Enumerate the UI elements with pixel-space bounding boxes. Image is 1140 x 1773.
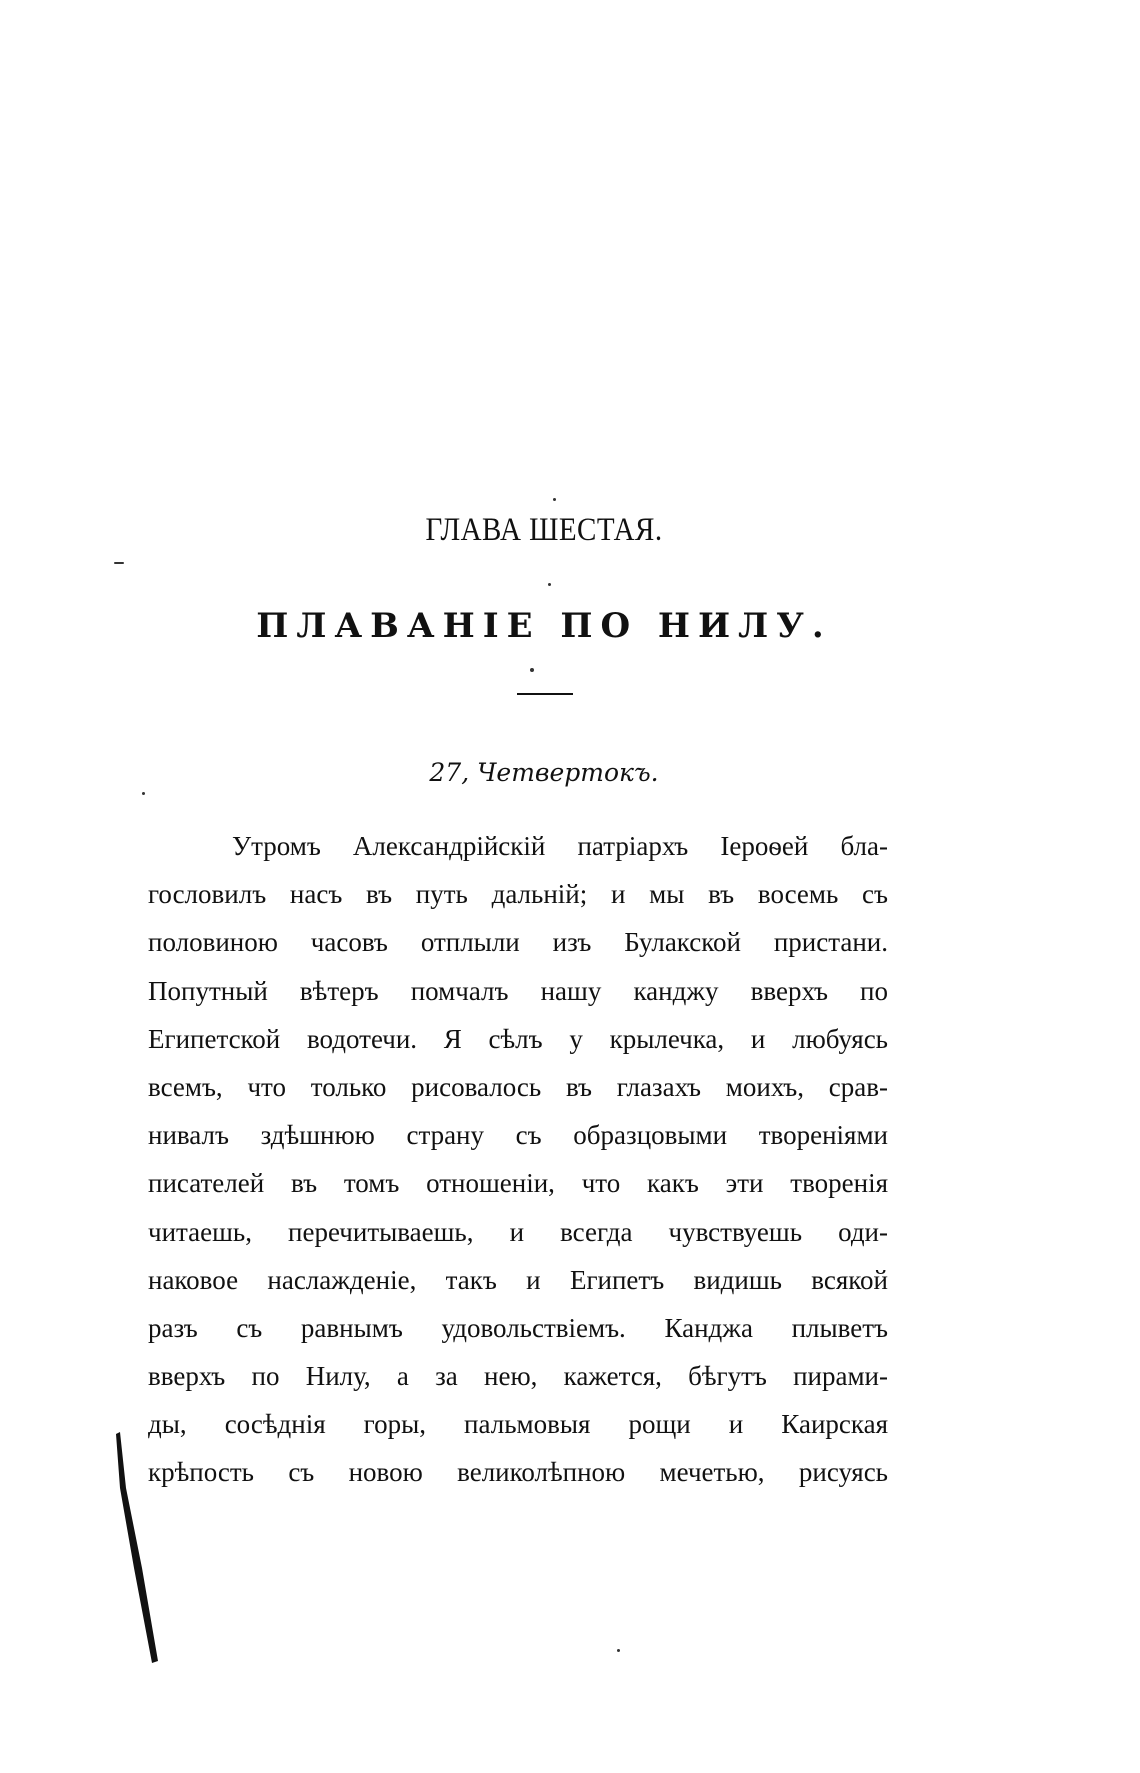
text-line: нивалъ здѣшнюю страну съ образцовыми твореніями [148, 1120, 888, 1151]
text-line: писателей въ томъ отношеніи, что какъ эти творенія [148, 1168, 888, 1199]
text-line: Утромъ Александрійскій патріархъ Іероѳей бла- [232, 831, 888, 861]
scan-speck [548, 583, 551, 586]
text-line: вверхъ по Нилу, а за нею, кажется, бѣгутъ пирами- [148, 1361, 888, 1392]
scan-speck [530, 668, 534, 672]
text-line: половиною часовъ отплыли изъ Булакской пристани. [148, 927, 888, 958]
scan-speck [553, 498, 556, 501]
text-line: разъ съ равнымъ удовольствіемъ. Канджа плыветъ [148, 1312, 888, 1343]
entry-date: 27, Четвертокъ. [429, 758, 659, 787]
text-line: всемъ, что только рисовалось въ глазахъ моихъ, срав- [148, 1071, 888, 1102]
margin-pencil-mark [112, 1428, 172, 1668]
text-line: Египетской водотечи. Я сѣлъ у крылечка, и любуясь [148, 1023, 888, 1054]
text-line: ды, сосѣднія горы, пальмовыя рощи и Каирская [148, 1409, 888, 1440]
chapter-title: ПЛАВАНІЕ ПО НИЛУ. [256, 606, 832, 646]
text-line: гословилъ насъ въ путь дальній; и мы въ восемь съ [148, 879, 888, 910]
chapter-label: ГЛАВА ШЕСТАЯ. [425, 512, 663, 548]
body-paragraph [148, 822, 888, 1497]
text-line: крѣпость съ новою великолѣпною мечетью, рисуясь [148, 1457, 888, 1488]
scan-speck [142, 792, 145, 795]
text-line: читаешь, перечитываешь, и всегда чувствуешь оди- [148, 1216, 888, 1247]
scan-speck [617, 1649, 620, 1652]
scan-speck [114, 562, 124, 564]
text-line: наковое наслажденіе, такъ и Египетъ видишь всякой [148, 1264, 888, 1295]
text-line: Попутный вѣтеръ помчалъ нашу канджу вверхъ по [148, 975, 888, 1006]
title-divider [517, 693, 573, 695]
